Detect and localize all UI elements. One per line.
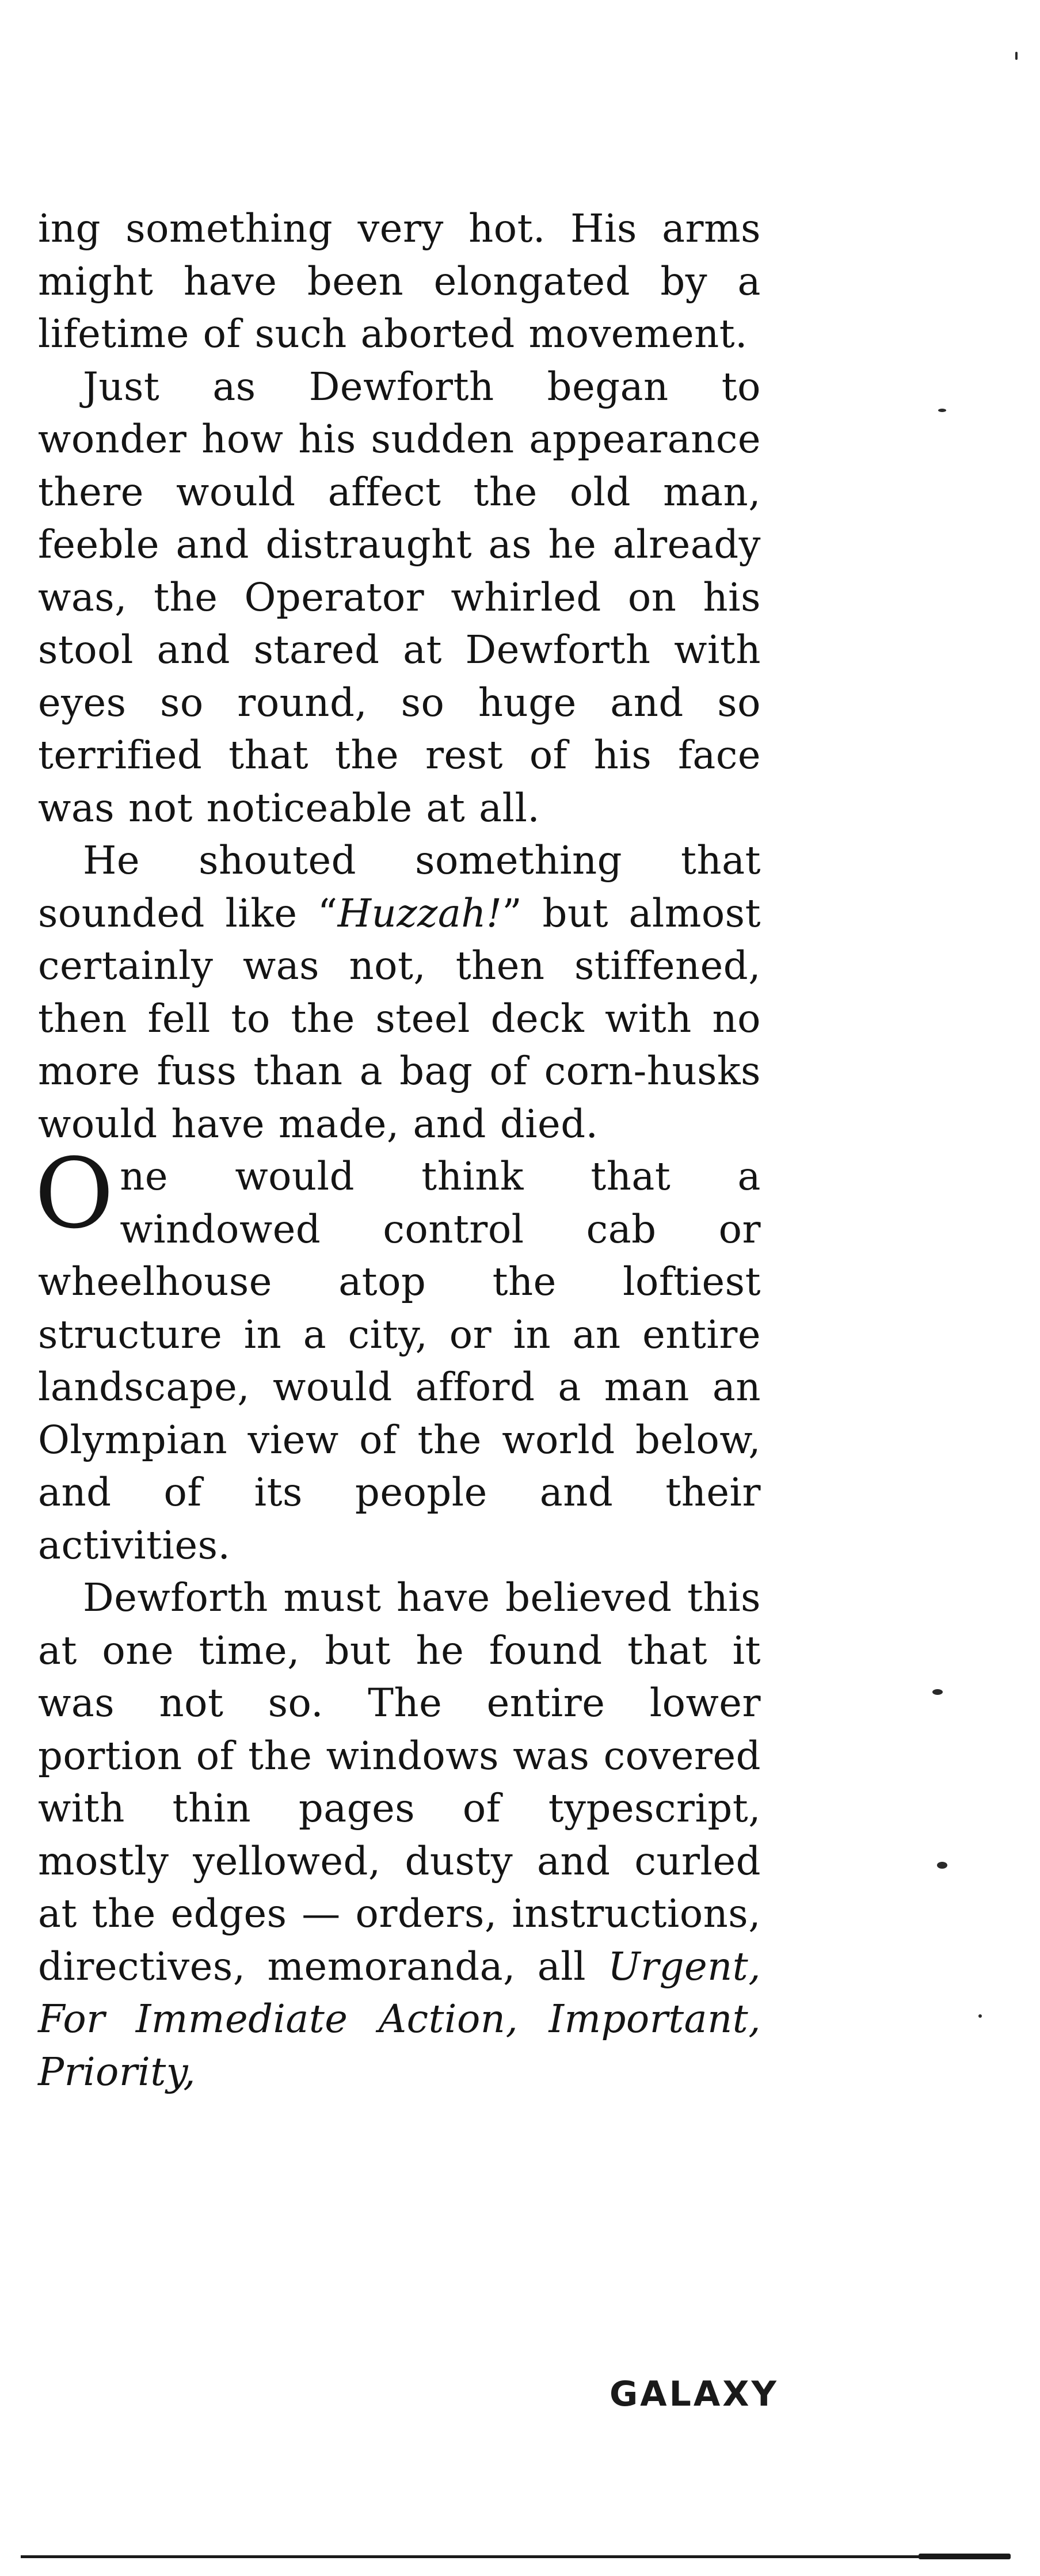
paragraph-italic-labels: Urgent, For Immediate Action, Important, Priority, xyxy=(38,1944,761,2094)
text-column xyxy=(35,203,761,2098)
paragraph-text-before: Dewforth must have believed this at one time, but he found that it was not so. The entire lower portion of the windows was covered with thin pages of typescript, mostly yellowed, dusty and curled at the edges — orders, instructions, directives, memoranda, all xyxy=(38,1575,761,1989)
paragraph-operator-shouts xyxy=(38,834,761,1150)
paragraph-text: Just as Dewforth began to wonder how his sudden appearance there would affect the old man, feeble and distraught as he already was, the Operator whirled on his stool and stared at Dewforth with eyes so round, so huge and so terrified that the rest of his face was not noticeable at all. xyxy=(38,364,761,830)
paragraph-continuation xyxy=(38,203,761,361)
scan-speck xyxy=(938,409,946,412)
bottom-rule-divider xyxy=(21,2555,993,2558)
paragraph-dewforth-wonders xyxy=(38,361,761,835)
paragraph-section-opening xyxy=(35,1137,761,1572)
scan-speck xyxy=(978,2014,982,2018)
paragraph-text-before: He shouted something that sounded like “ xyxy=(38,838,761,936)
paragraph-italic-exclamation: Huzzah! xyxy=(337,890,502,936)
drop-cap-letter: O xyxy=(35,1137,115,1250)
scan-speck xyxy=(1015,52,1018,60)
paragraph-text: ne would think that a windowed control cab or wheelhouse atop the loftiest structure in a city, or in an entire landscape, would afford a man an Olympian view of the world below, and of its people and their activities. xyxy=(38,1154,761,1568)
paragraph-text-after: ” but almost certainly was not, then stiffened, then fell to the steel deck with no more fuss than a bag of corn-husks would have made, and died. xyxy=(38,890,761,1146)
paragraph-text: ing something very hot. His arms might have been elongated by a lifetime of such aborted movement. xyxy=(38,206,761,356)
scan-speck xyxy=(932,1689,943,1695)
paragraph-windows-covered xyxy=(38,1572,761,2098)
magazine-footer-label: GALAXY xyxy=(609,2374,779,2414)
scan-speck xyxy=(937,1862,947,1869)
